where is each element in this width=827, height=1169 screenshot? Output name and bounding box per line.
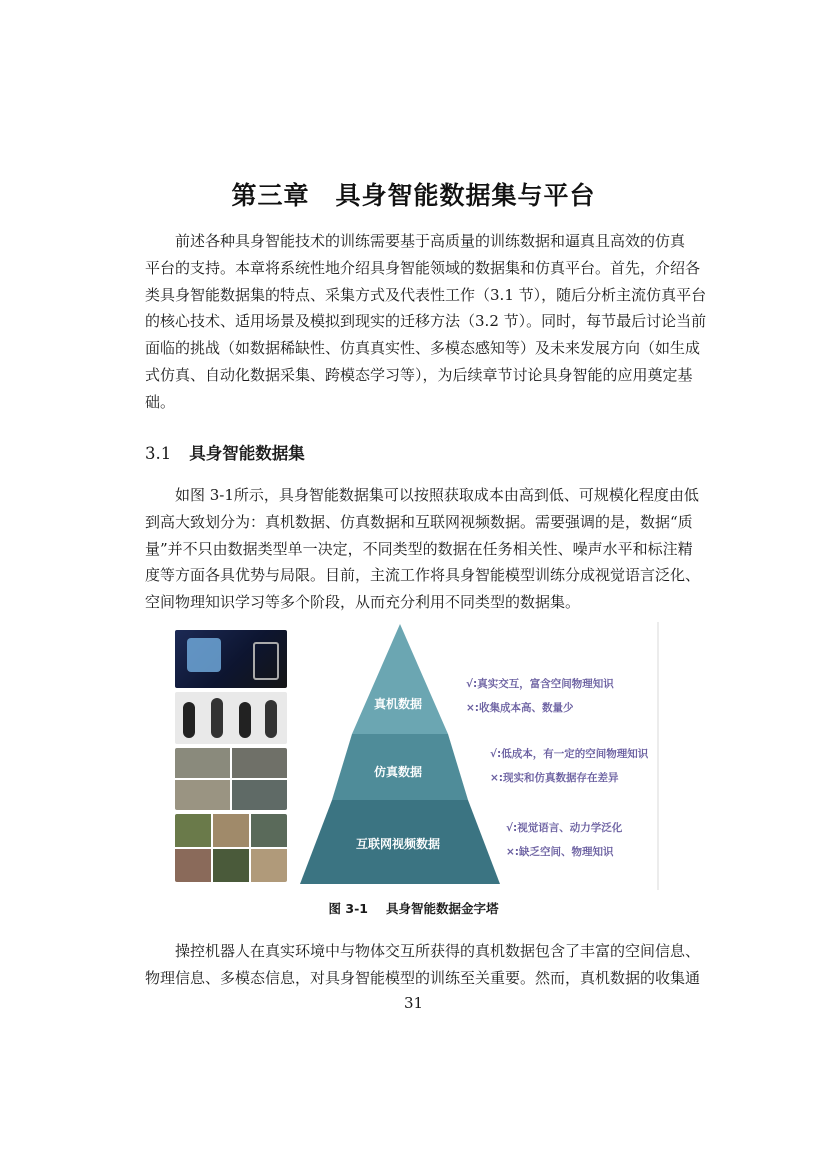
page-number: 31 [403,994,424,1012]
pyramid-tier-top [352,624,448,734]
paragraph-line: 式仿真、自动化数据采集、跨模态学习等），为后续章节讨论具身智能的应用奠定基 [145,365,693,384]
tier-pro-internet: √:视觉语言、动力学泛化 [506,822,623,834]
tail-paragraph [145,938,701,992]
tier-con-real: ×:收集成本高、数量少 [466,702,574,714]
chapter-name: 具身智能数据集与平台 [335,181,596,210]
pyramid-figure [170,622,660,890]
paragraph-line: 物理信息、多模态信息，对具身智能模型的训练至关重要。然而，真机数据的收集通 [145,968,701,987]
tier-label-sim: 仿真数据 [373,765,423,779]
paragraph-line: 的核心技术、适用场景及模拟到现实的迁移方法（3.2 节）。同时，每节最后讨论当前 [145,312,707,331]
figure-caption [0,899,827,917]
paragraph-line: 类具身智能数据集的特点、采集方式及代表性工作（3.1 节），随后分析主流仿真平台 [145,285,707,304]
chapter-number: 第三章 [231,181,310,210]
tier-pro-real: √:真实交互，富含空间物理知识 [466,678,614,690]
paragraph-line: 础。 [145,392,176,411]
caption-text: 具身智能数据金字塔 [385,901,499,916]
tier-pro-sim: √:低成本，有一定的空间物理知识 [490,748,649,760]
tier-con-internet: ×:缺乏空间、物理知识 [506,846,614,858]
caption-number: 图 3-1 [328,901,368,916]
section-paragraph [145,482,701,616]
paragraph-line: 面临的挑战（如数据稀缺性、仿真真实性、多模态感知等）及未来发展方向（如生成 [145,339,701,358]
paragraph-line: 空间物理知识学习等多个阶段，从而充分利用不同类型的数据集。 [145,593,581,612]
paragraph-line: 量”并不只由数据类型单一决定，不同类型的数据在任务相关性、噪声水平和标注精 [145,539,693,558]
intro-paragraph [145,228,707,416]
paragraph-line: 到高大致划分为：真机数据、仿真数据和互联网视频数据。需要强调的是，数据“质 [145,512,693,531]
tier-con-sim: ×:现实和仿真数据存在差异 [490,772,619,784]
paragraph-line: 平台的支持。本章将系统性地介绍具身智能领域的数据集和仿真平台。首先，介绍各 [145,258,701,277]
section-name: 具身智能数据集 [189,444,305,463]
chapter-title [0,176,827,212]
paragraph-line: 操控机器人在真实环境中与物体交互所获得的真机数据包含了丰富的空间信息、 [175,942,701,960]
tier-label-internet: 互联网视频数据 [355,837,441,851]
tier-label-real: 真机数据 [373,697,423,711]
paragraph-line: 度等方面各具优势与局限。目前，主流工作将具身智能模型训练分成视觉语言泛化、 [145,566,701,585]
section-number: 3.1 [145,444,172,463]
paragraph-line: 前述各种具身智能技术的训练需要基于高质量的训练数据和逼真且高效的仿真 [175,232,686,250]
section-heading [145,440,305,464]
paragraph-line: 如图 3-1所示，具身智能数据集可以按照获取成本由高到低、可规模化程度由低 [175,486,699,504]
